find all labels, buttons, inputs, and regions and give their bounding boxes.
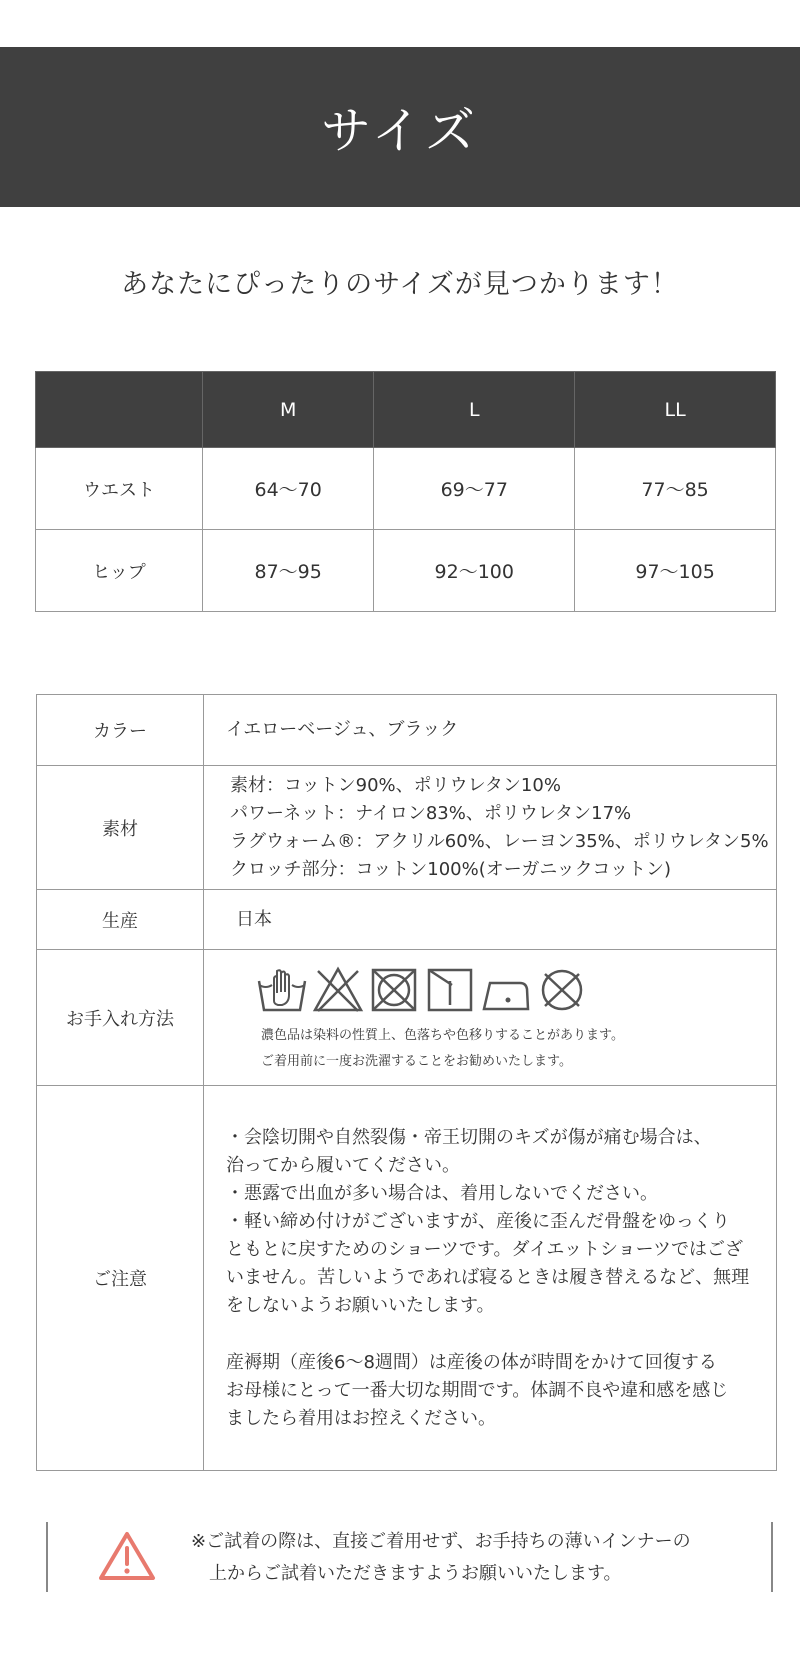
care-note (261, 1023, 775, 1075)
table-cell: 87〜95 (203, 530, 374, 612)
notice-text (191, 1526, 691, 1590)
size-header-ll: LL (575, 372, 776, 448)
table-cell: 92〜100 (374, 530, 575, 612)
banner-title: サイズ (321, 102, 479, 160)
caution-line: ましたら着用はお控えください。 (226, 1407, 496, 1429)
hand-wash-icon (256, 965, 308, 1015)
notice-line: 上からご試着いただきますようお願いいたします。 (209, 1563, 622, 1584)
table-cell: 69〜77 (374, 448, 575, 530)
size-table (35, 371, 776, 612)
caution-line: お母様にとって一番大切な期間です。体調不良や違和感を感じ (226, 1379, 729, 1401)
size-header-m: M (203, 372, 374, 448)
caution-line: ・悪露で出血が多い場合は、着用しないでください。 (226, 1182, 658, 1204)
info-value-color: イエローベージュ、ブラック (204, 695, 777, 766)
caution-line: 治ってから履いてください。 (226, 1154, 460, 1176)
material-line: ラグウォーム®：アクリル60%、レーヨン35%、ポリウレタン5% (230, 830, 769, 852)
subtitle: あなたにぴったりのサイズが見つかります！ (121, 269, 679, 300)
material-line: クロッチ部分：コットン100%(オーガニックコットン) (230, 858, 671, 880)
fitting-notice (46, 1522, 773, 1592)
caution-line: ・軽い締め付けがございますが、産後に歪んだ骨盤をゆっくり (226, 1210, 730, 1232)
info-row-caution (37, 1086, 777, 1471)
caution-line: をしないようお願いいたします。 (226, 1294, 495, 1316)
care-note-line: 濃色品は染料の性質上、色落ちや色移りすることがあります。 (261, 1027, 624, 1043)
info-key-care: お手入れ方法 (37, 950, 204, 1086)
product-info-table (36, 694, 777, 1471)
info-key-caution: ご注意 (37, 1086, 204, 1471)
info-row-origin (37, 890, 777, 950)
material-line: 素材：コットン90%、ポリウレタン10% (230, 774, 561, 796)
row-label-hip: ヒップ (36, 530, 203, 612)
info-value-caution (204, 1086, 777, 1471)
no-dry-clean-icon (536, 965, 588, 1015)
info-key-material: 素材 (37, 766, 204, 890)
info-key-origin: 生産 (37, 890, 204, 950)
table-row (36, 448, 776, 530)
iron-low-icon (480, 965, 532, 1015)
table-cell: 97〜105 (575, 530, 776, 612)
caution-line: 産褥期（産後6〜8週間）は産後の体が時間をかけて回復する (226, 1351, 717, 1373)
care-symbols (256, 965, 775, 1015)
row-label-waist: ウエスト (36, 448, 203, 530)
care-note-line: ご着用前に一度お洗濯することをお勧めいたします。 (261, 1053, 572, 1069)
header-banner (0, 47, 800, 207)
info-value-origin: 日本 (204, 890, 777, 950)
line-dry-shade-icon (424, 965, 476, 1015)
no-bleach-icon (312, 965, 364, 1015)
material-line: パワーネット：ナイロン83%、ポリウレタン17% (230, 802, 632, 824)
caution-line: ・会陰切開や自然裂傷・帝王切開のキズが傷が痛む場合は、 (226, 1126, 712, 1148)
caution-line: いません。苦しいようであれば寝るときは履き替えるなど、無理 (226, 1266, 750, 1288)
size-header-blank (36, 372, 203, 448)
table-cell: 77〜85 (575, 448, 776, 530)
caution-line: ともとに戻すためのショーツです。ダイエットショーツではござ (226, 1238, 743, 1260)
info-row-material (37, 766, 777, 890)
info-row-care (37, 950, 777, 1086)
info-value-care (204, 950, 777, 1086)
no-tumble-dry-icon (368, 965, 420, 1015)
size-header-l: L (374, 372, 575, 448)
info-value-material (204, 766, 777, 890)
warning-icon (98, 1530, 156, 1582)
table-cell: 64〜70 (203, 448, 374, 530)
info-row-color (37, 695, 777, 766)
info-key-color: カラー (37, 695, 204, 766)
notice-line: ※ご試着の際は、直接ご着用せず、お手持ちの薄いインナーの (191, 1531, 691, 1552)
table-row (36, 530, 776, 612)
size-header-row (36, 372, 776, 448)
